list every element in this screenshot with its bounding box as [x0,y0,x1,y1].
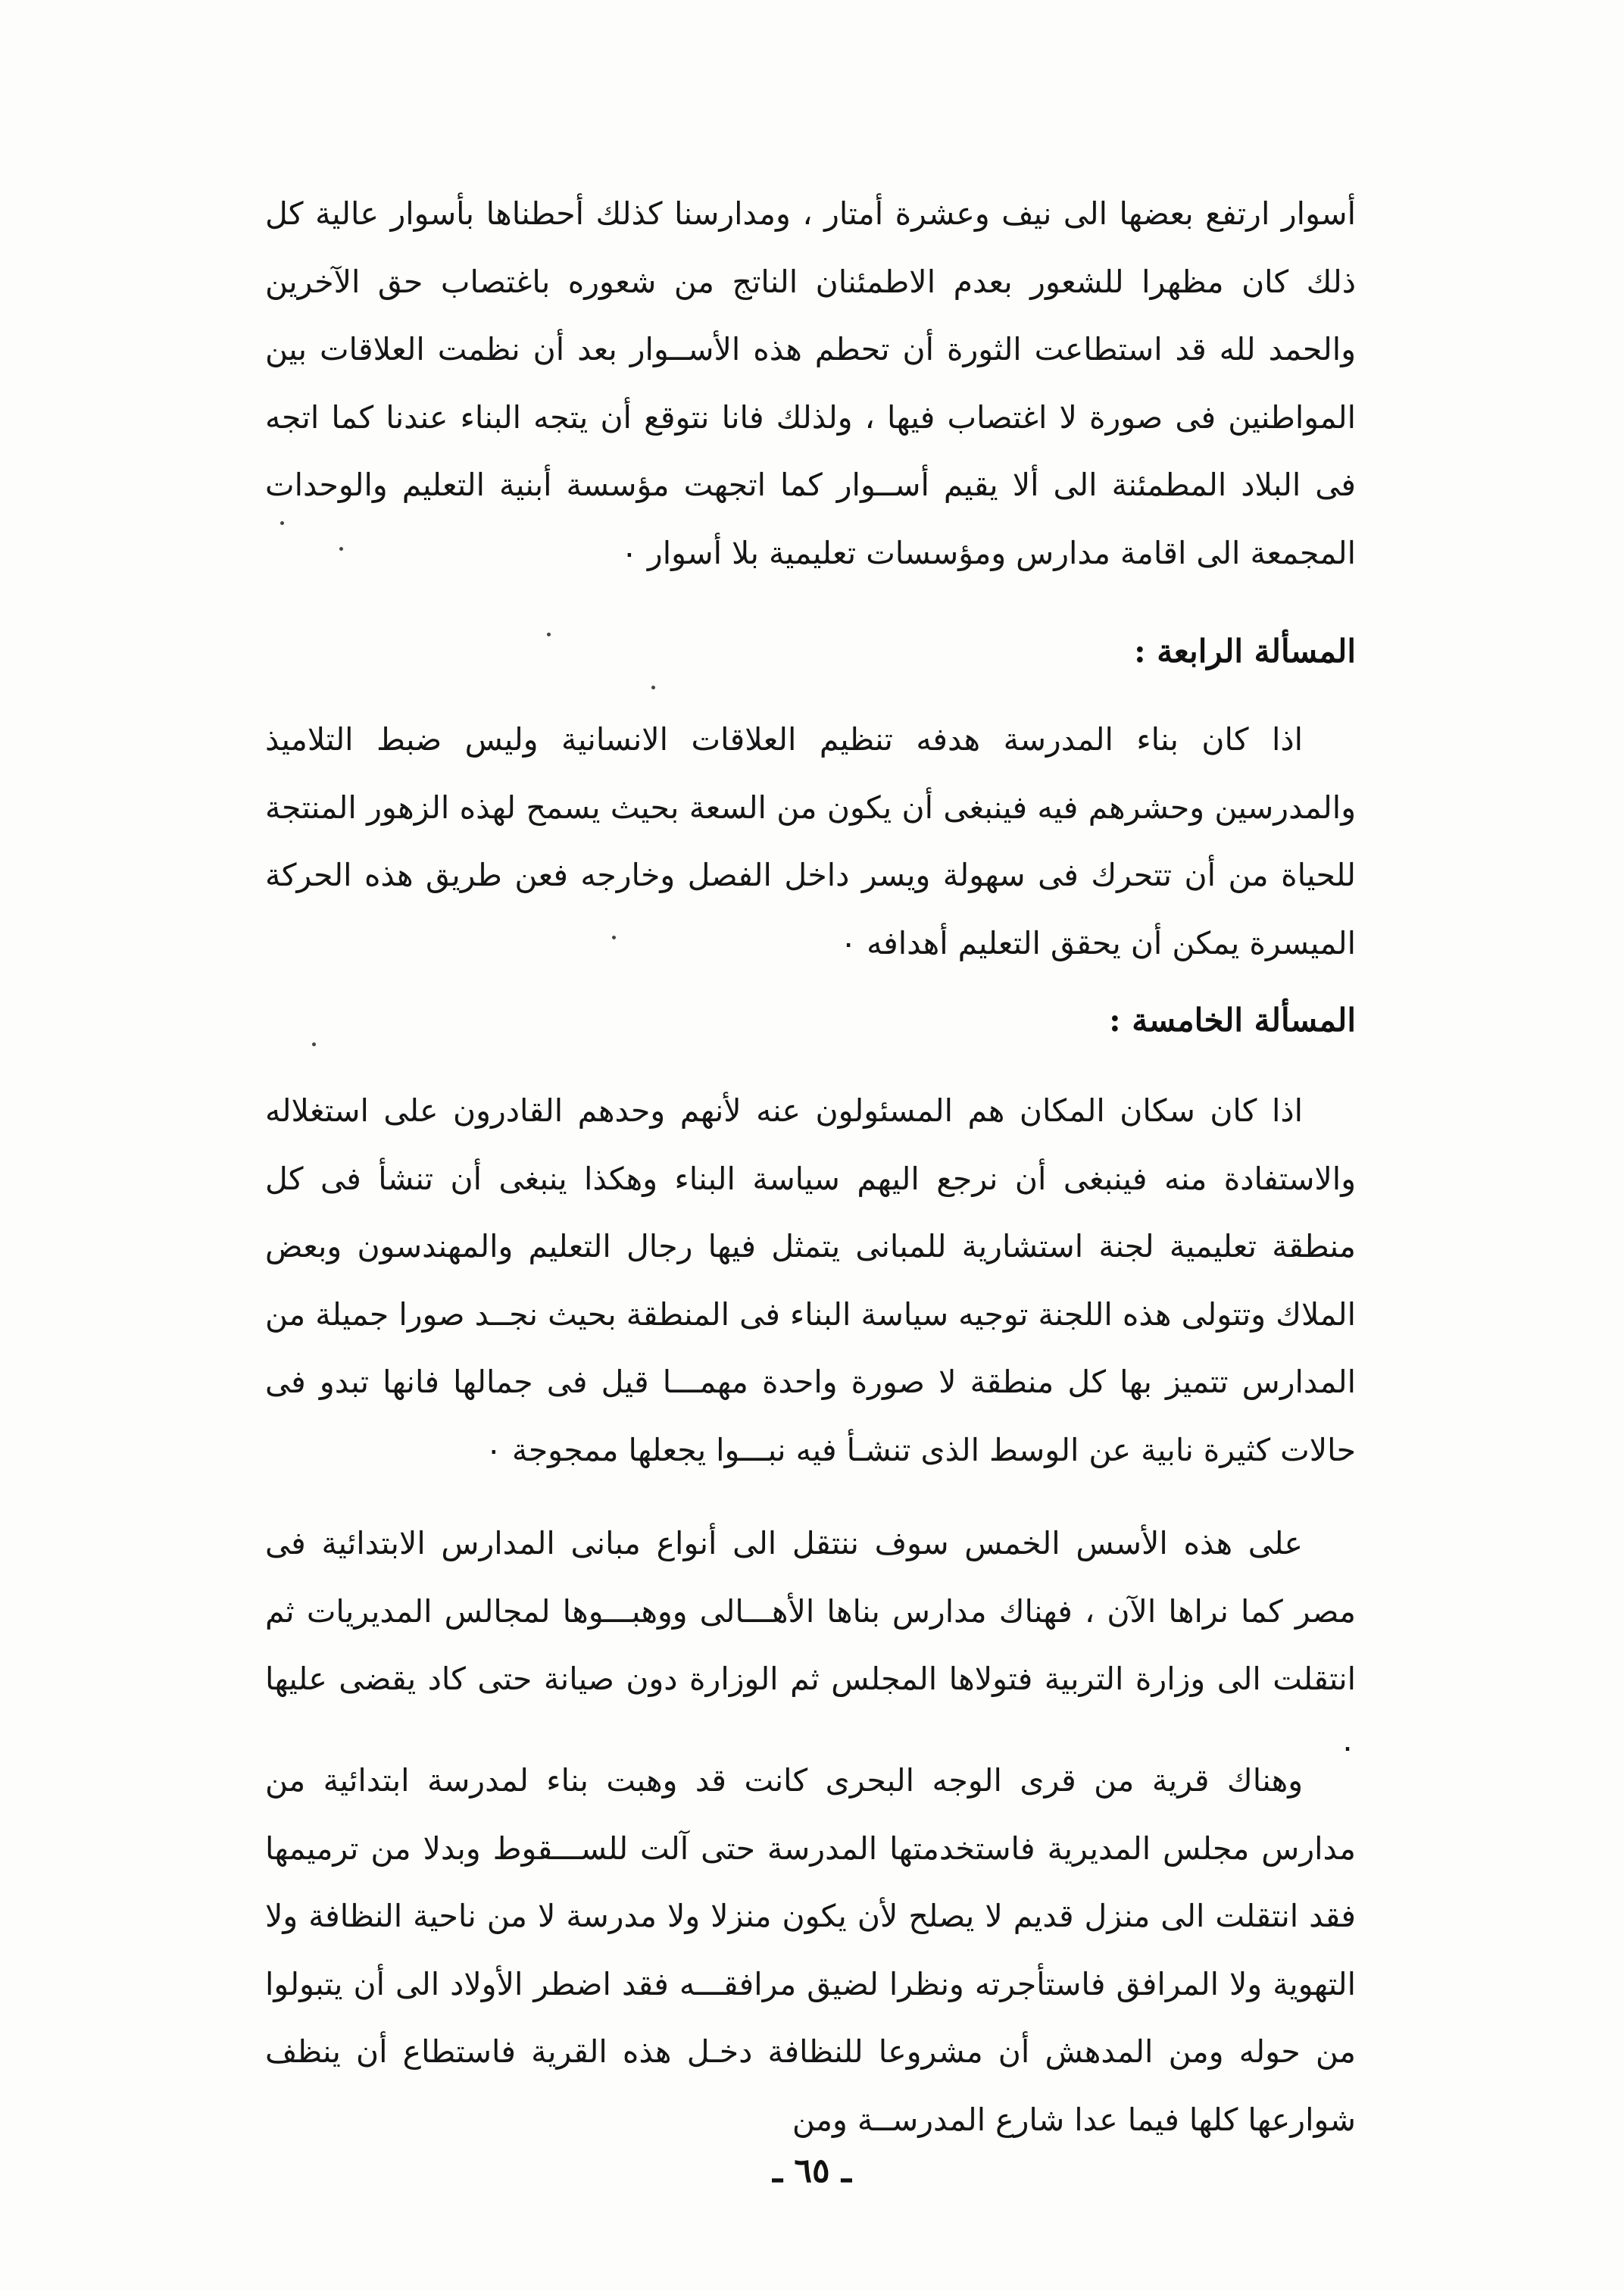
scan-speck [651,686,655,689]
scan-speck [312,1042,316,1046]
scan-speck [280,521,284,525]
paragraph-walls: أسوار ارتفع بعضها الى نيف وعشرة أمتار ، ومدارسنا كذلك أحطناها بأسوار عالية كل ذلك كان مظهرا للشعور بعدم الاطمئنان الناتج من شعوره باغتصاب حق الآخرين والحمد لله قد استطاعت الثورة أن تحطم هذه الأســوار بعد أن نظمت العلاقات بين المواطنين فى صورة لا اغتصاب فيها ، ولذلك فانا نتوقع أن يتجه البناء عندنا كما اتجه فى البلاد المطمئنة الى ألا يقيم أســوار كما اتجهت مؤسسة أبنية التعليم والوحدات المجمعة الى اقامة مدارس ومؤسسات تعليمية بلا أسوار ٠ [265,195,1356,571]
scan-speck [339,547,343,551]
heading-fifth-issue: المسألة الخامسة : [1109,1002,1356,1039]
paragraph-five-foundations: على هذه الأسس الخمس سوف ننتقل الى أنواع مبانى المدارس الابتدائية فى مصر كما نراها الآن ، فهناك مدارس بناها الأهـــالى ووهبـــوها لمجالس المديريات ثم انتقلت الى وزارة التربية فتولاها المجلس ثم الوزارة دون صيانة حتى كاد يقضى عليها ٠ [265,1525,1356,1765]
page-number: ـ ٦٥ ـ [773,2152,851,2190]
scan-speck [547,633,551,636]
paragraph-fourth-issue: اذا كان بناء المدرسة هدفه تنظيم العلاقات الانسانية وليس ضبط التلاميذ والمدرسين وحشرهم فيه فينبغى أن يكون من السعة بحيث يسمح لهذه الزهور المنتجة للحياة من أن تتحرك فى سهولة ويسر داخل الفصل وخارجه فعن طريق هذه الحركة الميسرة يمكن أن يحقق التعليم أهدافه ٠ [265,721,1356,961]
scan-speck [612,936,616,939]
heading-fourth-issue: المسألة الرابعة : [1134,633,1356,670]
paragraph-village-school: وهناك قرية من قرى الوجه البحرى كانت قد وهبت بناء لمدرسة ابتدائية من مدارس مجلس المديرية فاستخدمتها المدرسة حتى آلت للســـقوط وبدلا من ترميمها فقد انتقلت الى منزل قديم لا يصلح لأن يكون منزلا ولا مدرسة لا من ناحية النظافة ولا التهوية ولا المرافق فاستأجرته ونظرا لضيق مرافقـــه فقد اضطر الأولاد الى أن يتبولوا من حوله ومن المدهش أن مشروعا للنظافة دخـل هذه القرية فاستطاع أن ينظف شوارعها كلها فيما عدا شارع المدرســة ومن [265,1762,1356,2138]
paragraph-fifth-issue: اذا كان سكان المكان هم المسئولون عنه لأنهم وحدهم القادرون على استغلاله والاستفادة منه فينبغى أن نرجع اليهم سياسة البناء وهكذا ينبغى أن تنشأ فى كل منطقة تعليمية لجنة استشارية للمبانى يتمثل فيها رجال التعليم والمهندسون وبعض الملاك وتتولى هذه اللجنة توجيه سياسة البناء فى المنطقة بحيث نجــد صورا جميلة من المدارس تتميز بها كل منطقة لا صورة واحدة مهمـــا قيل فى جمالها فانها تبدو فى حالات كثيرة نابية عن الوسط الذى تنشـأ فيه نبـــوا يجعلها ممجوجة ٠ [265,1092,1356,1468]
